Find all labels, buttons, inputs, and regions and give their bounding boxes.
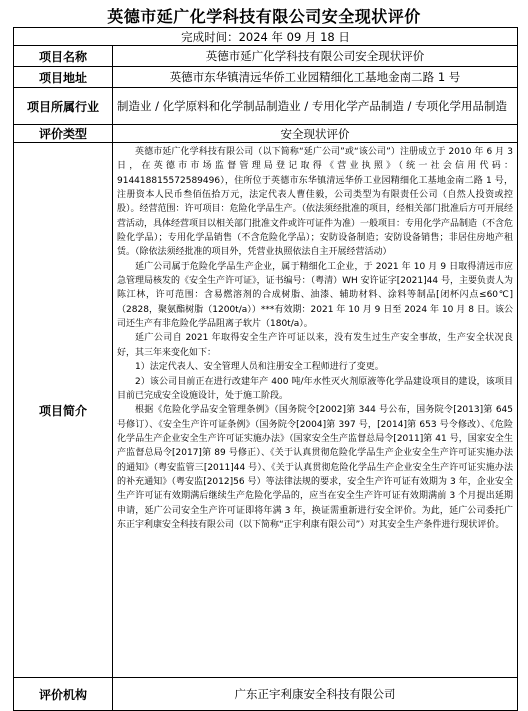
intro-paragraph: 2）该公司目前正在进行改建年产 400 吨/年水性灭火剂原液等化学品建设项目的建设，该项目目前已完成安全设施设计，处于施工阶段。 bbox=[117, 376, 513, 401]
eval-org-value: 广东正宇利康安全科技有限公司 bbox=[113, 678, 518, 711]
eval-type-label: 评价类型 bbox=[14, 125, 113, 143]
document-title: 英德市延广化学科技有限公司安全现状评价 bbox=[107, 7, 421, 26]
eval-type-value: 安全现状评价 bbox=[113, 125, 518, 143]
project-info-table bbox=[13, 27, 518, 711]
project-name-value: 英德市延广化学科技有限公司安全现状评价 bbox=[113, 46, 518, 67]
intro-paragraph: 延广公司属于危险化学品生产企业，属于精细化工企业，于 2021 年 10 月 9 日取得清远市应急管理局核发的《安全生产许可证》，证书编号：（粤清）WH 安许证字[2021]44 号，主要负责人为陈江林，许可范围：含易燃溶剂的合成树脂、油漆、辅助材料、涂料等制品[闭杯闪点≤60℃]（2828，聚氨酯树脂（1200t/a））***有效期：2021 年 10 月 9 日至 2024 年 10 月 8 日。该公司还生产有非危险化学品阻离子软片（180t/a）。 bbox=[117, 261, 513, 330]
industry-label: 项目所属行业 bbox=[14, 88, 113, 125]
completion-date: 完成时间：2024 年 09 月 18 日 bbox=[14, 28, 518, 46]
eval-org-label: 评价机构 bbox=[14, 678, 113, 711]
project-address-row bbox=[14, 67, 518, 88]
project-address-value: 英德市东华镇清远华侨工业园精细化工基地金南二路 1 号 bbox=[113, 67, 518, 88]
eval-type-row bbox=[14, 125, 518, 143]
intro-paragraph: 延广公司自 2021 年取得安全生产许可证以来，没有发生过生产安全事故，生产安全状况良好，其三年来变化如下： bbox=[117, 333, 513, 358]
eval-org-row bbox=[14, 678, 518, 711]
intro-row bbox=[14, 143, 518, 678]
project-address-label: 项目地址 bbox=[14, 67, 113, 88]
project-name-row bbox=[14, 46, 518, 67]
intro-paragraph: 英德市延广化学科技有限公司（以下简称“延广公司”或“该公司”）注册成立于 2010 年 6 月 3 日，在英德市市场监督管理局登记取得《营业执照》（统一社会信用代码：914418815572589496），住所位于英德市东华镇清远华侨工业园精细化工基地金南二路 1 号，注册资本人民币叁佰伍拾万元，法定代表人曹佳毅，公司类型为有限责任公司（自然人投资或控股）。经营范围：许可项目：危险化学品生产。（依法须经批准的项目，经相关部门批准后方可开展经营活动，具体经营项目以相关部门批准文件或许可证件为准）一般项目：专用化学产品制造（不含危险化学品）；专用化学品销售（不含危险化学品）；安防设备制造；安防设备销售；非居住房地产租赁。（除依法须经批准的项目外，凭营业执照依法自主开展经营活动） bbox=[117, 147, 514, 258]
intro-label: 项目简介 bbox=[14, 143, 113, 678]
industry-value: 制造业 / 化学原料和化学制品制造业 / 专用化学产品制造 / 专项化学用品制造 bbox=[113, 88, 518, 125]
intro-paragraph: 1）法定代表人、安全管理人员和注册安全工程师进行了变更。 bbox=[135, 362, 384, 373]
intro-paragraph: 根据《危险化学品安全管理条例》（国务院令[2002]第 344 号公布，国务院令[2013]第 645 号修订）、《安全生产许可证条例》（国务院令[2004]第 397 号，[2014]第 653 号令修改）、《危险化学品生产企业安全生产许可证实施办法》（国家安全生产监督总局令[2011]第 41 号，国家安全生产监督总局令[2017]第 89 号修正）、《关于认真贯彻危险化学品生产企业安全生产许可证实施办法的通知》（粤安监管三[2011]44 号）、《关于认真贯彻危险化学品生产企业安全生产许可证实施办法的补充通知》（粤安监[2012]56 号）等法律法规的要求，安全生产许可证有效期为 3 年，企业安全生产许可证有效期满后继续生产危险化学品的，应当在安全生产许可证有效期满前 3 个月提出延期申请，延广公司安全生产许可证即将年满 3 年，换证需重新进行安全评价。为此，延广公司委托广东正宇利康安全科技有限公司（以下简称“正宇利康有限公司”）对其安全生产条件进行现状评价。 bbox=[117, 405, 513, 530]
industry-row bbox=[14, 88, 518, 125]
intro-text bbox=[113, 143, 518, 678]
completion-row bbox=[14, 28, 518, 46]
project-name-label: 项目名称 bbox=[14, 46, 113, 67]
